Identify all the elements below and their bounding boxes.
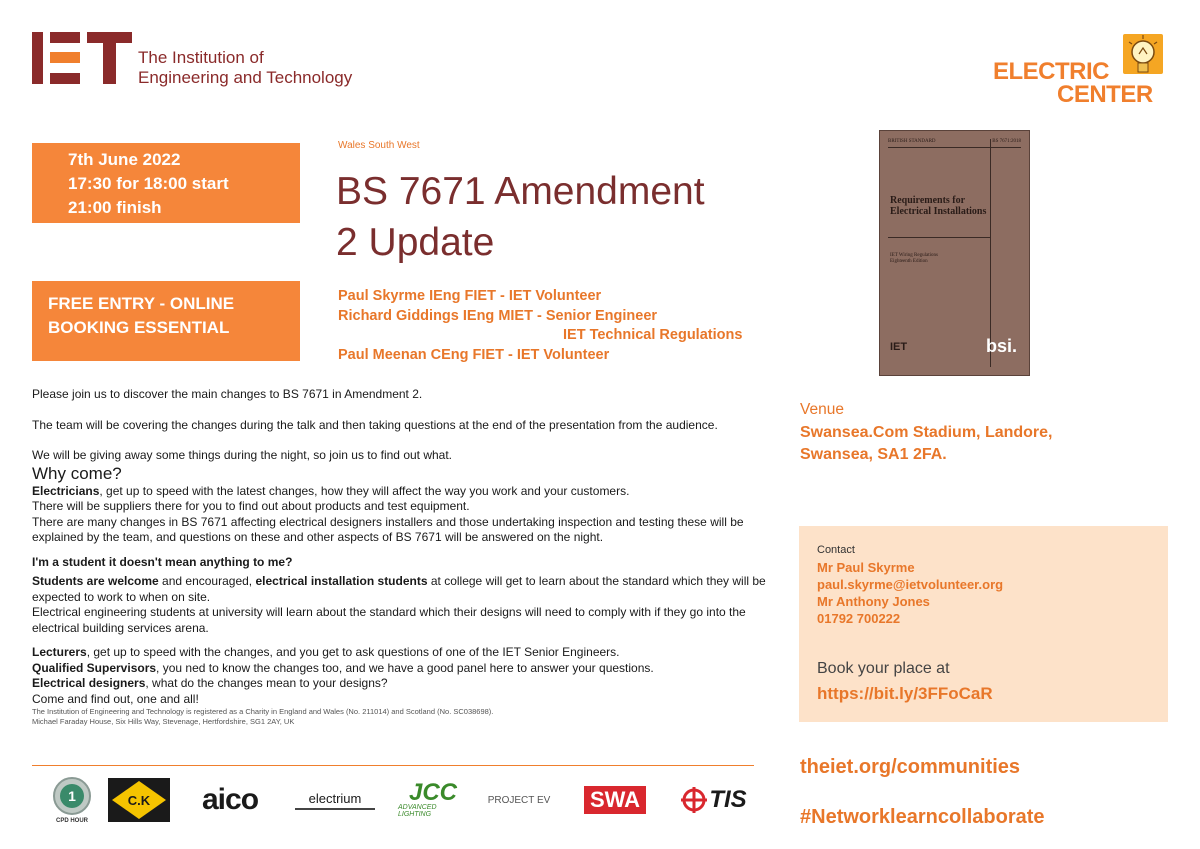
- speakers-list: [338, 287, 742, 365]
- project-ev-logo: PROJECT EV: [487, 794, 551, 806]
- event-title: [336, 166, 705, 268]
- event-time: 17:30 for 18:00 start: [68, 174, 229, 193]
- svg-text:CPD HOUR: CPD HOUR: [55, 818, 89, 824]
- speaker-2: Richard Giddings IEng MIET - Senior Engineer: [338, 307, 658, 324]
- charity-notice: The Institution of Engineering and Technology is registered as a Charity in England and Wales (No. 211014) and Scotland (No. SC038698). Michael Faraday House, Six Hills Way, Stevenage, Hertfordshire, SG1 2AY, UK: [32, 707, 494, 726]
- partner-name-line2: CENTER: [1057, 81, 1153, 108]
- body-text: [32, 387, 772, 727]
- booking-link[interactable]: https://bit.ly/3FFoCaR: [817, 684, 993, 703]
- book-number: BS 7671:2018: [992, 139, 1021, 144]
- electric-center-logo: [993, 32, 1173, 112]
- crosshair-icon: [681, 787, 707, 813]
- contact-name-1: Mr Paul Skyrme: [817, 560, 915, 575]
- contact-label: Contact: [817, 544, 855, 556]
- changes-paragraph: There are many changes in BS 7671 affecting electrical designers installers and those undertaking inspection and testing these will be explained by the team, and questions on these and other aspects of BS 7671 will be answered on the night.: [32, 514, 744, 544]
- students-paragraph: Students are welcome and encouraged, electrical installation students at college will get to learn about the standard which they will be expected to work to when on site.: [32, 574, 766, 604]
- why-heading: Why come?: [32, 463, 122, 483]
- jcc-logo: JCC ADVANCED LIGHTING: [398, 779, 457, 818]
- iet-logo-mark: [32, 32, 132, 84]
- book-bsi-logo: bsi.: [985, 336, 1017, 356]
- booking-label: Book your place at: [817, 660, 950, 677]
- book-standard: BRITISH STANDARD: [888, 139, 936, 144]
- entry-line2: BOOKING ESSENTIAL: [48, 318, 230, 337]
- title-line2: 2 Update: [336, 221, 495, 264]
- book-subtitle: IET Wiring Regulations Eighteenth Edition: [890, 253, 938, 264]
- designers-paragraph: Electrical designers, what do the changes mean to your designs?: [32, 676, 388, 690]
- aico-logo: aico: [201, 783, 259, 816]
- contact-email[interactable]: paul.skyrme@ietvolunteer.org: [817, 577, 1004, 592]
- contact-name-2: Mr Anthony Jones: [817, 594, 930, 609]
- tis-logo: TIS: [672, 776, 756, 824]
- giveaway-paragraph: We will be giving away some things during the night, so join us to find out what.: [32, 448, 453, 462]
- student-question: I'm a student it doesn't mean anything to me?: [32, 554, 293, 569]
- book-title: Requirements for Electrical Installations: [890, 195, 987, 217]
- closing-line: Come and find out, one and all!: [32, 691, 199, 706]
- book-iet-logo: IET: [890, 341, 908, 353]
- venue-line2: Swansea, SA1 2FA.: [800, 446, 947, 463]
- university-paragraph: Electrical engineering students at university will learn about the standard which their designs will need to comply with if they go into the electrical building services arena.: [32, 605, 746, 635]
- org-name-line2: Engineering and Technology: [138, 68, 353, 87]
- communities-link[interactable]: theiet.org/communities: [800, 756, 1021, 778]
- book-cover-image: [879, 130, 1030, 376]
- svg-text:1: 1: [68, 788, 76, 804]
- event-date: 7th June 2022: [68, 150, 181, 169]
- iet-org-name: [138, 48, 352, 88]
- intro-paragraph: Please join us to discover the main changes to BS 7671 in Amendment 2.: [32, 387, 423, 401]
- contact-details: [817, 559, 1003, 627]
- svg-text:C.K: C.K: [127, 793, 151, 808]
- swa-logo: SWA: [582, 776, 648, 824]
- org-name-line1: The Institution of: [138, 48, 264, 67]
- speaker-1: Paul Skyrme IEng FIET - IET Volunteer: [338, 288, 602, 304]
- venue-line1: Swansea.Com Stadium, Landore,: [800, 424, 1053, 441]
- partner-name-line1: ELECTRIC: [993, 58, 1109, 85]
- event-finish: 21:00 finish: [68, 198, 162, 217]
- contact-phone[interactable]: 01792 700222: [817, 611, 901, 626]
- venue-label: Venue: [800, 401, 844, 418]
- date-box: [32, 143, 300, 223]
- title-line1: BS 7671 Amendment: [336, 170, 705, 213]
- speaker-3: Paul Meenan CEng FIET - IET Volunteer: [338, 346, 610, 363]
- entry-line1: FREE ENTRY - ONLINE: [48, 294, 235, 313]
- supervisors-paragraph: Qualified Supervisors, you ned to know the changes too, and we have a good panel here to answer your questions.: [32, 660, 654, 675]
- suppliers-paragraph: There will be suppliers there for you to find out about products and test equipment.: [32, 499, 470, 513]
- venue-address: [800, 422, 1053, 466]
- divider: [32, 765, 754, 766]
- lecturers-paragraph: Lecturers, get up to speed with the changes, and you get to ask questions of one of the IET Senior Engineers.: [32, 645, 620, 659]
- entry-box: [32, 281, 300, 361]
- team-paragraph: The team will be covering the changes during the talk and then taking questions at the end of the presentation from the audience.: [32, 417, 718, 432]
- electrium-logo: electrium: [295, 788, 375, 810]
- contact-box: [799, 526, 1168, 722]
- region-label: Wales South West: [338, 140, 420, 151]
- sponsor-logos: [50, 776, 760, 824]
- electricians-paragraph: Electricians, get up to speed with the latest changes, how they will affect the way you work and your customers.: [32, 483, 630, 498]
- ck-logo: [108, 776, 170, 824]
- cpd-hour-logo: [50, 776, 94, 824]
- hashtag: #Networklearncollaborate: [800, 806, 1045, 828]
- speaker-2-dept: IET Technical Regulations: [563, 327, 743, 343]
